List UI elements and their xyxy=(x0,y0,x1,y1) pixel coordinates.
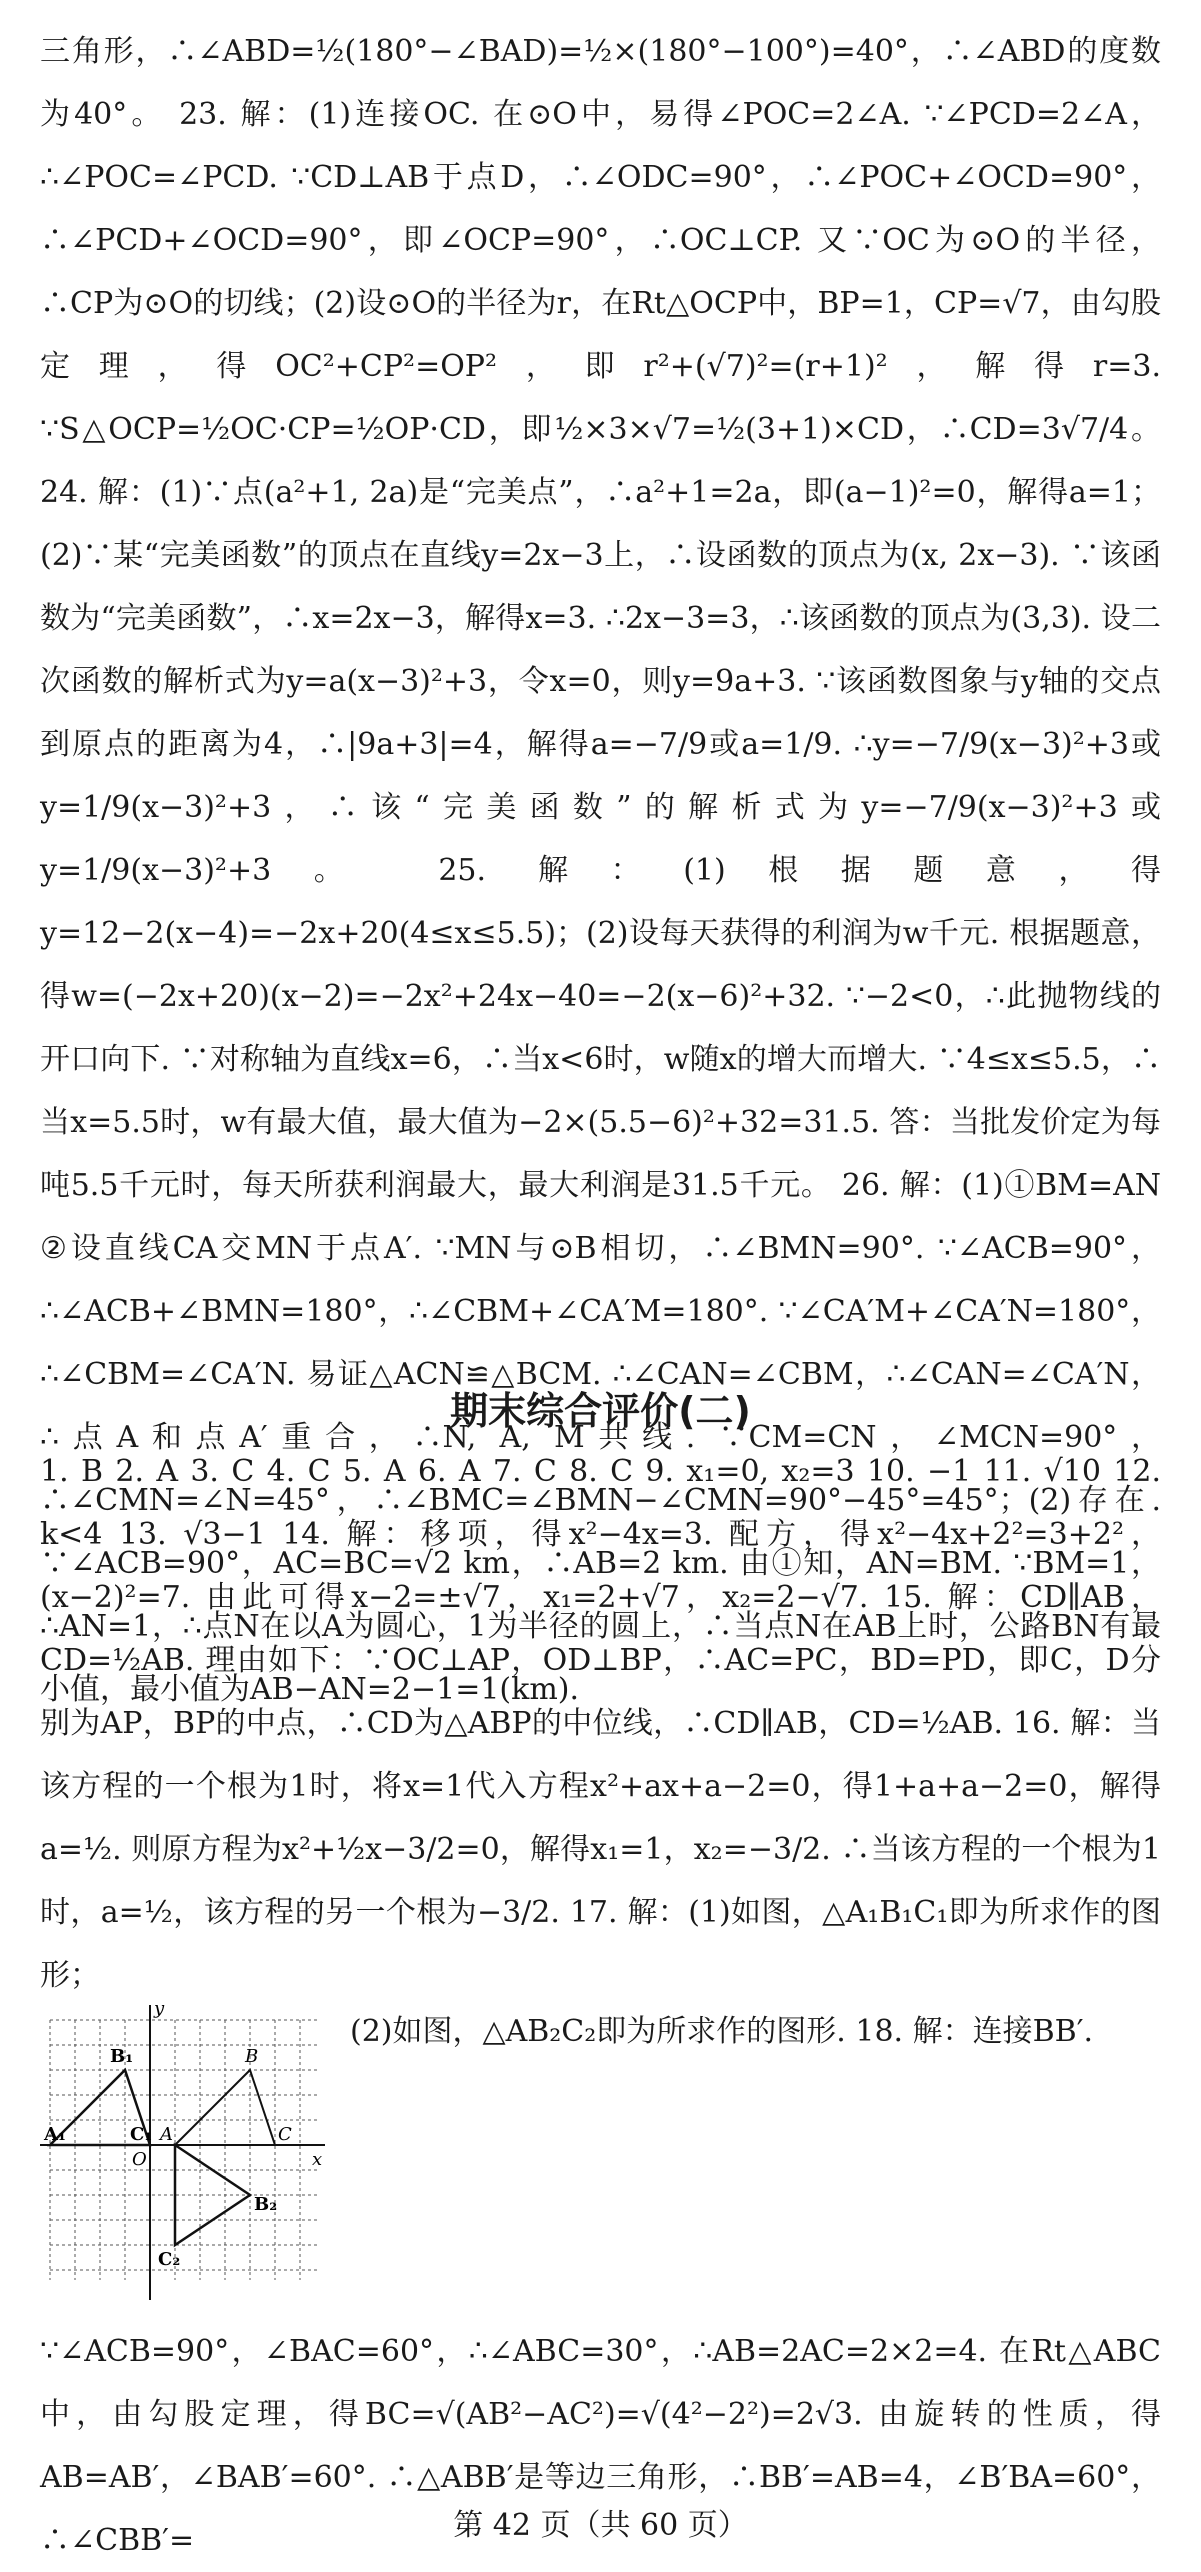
paragraph: 1. B 2. A 3. C 4. C 5. A 6. A 7. C 8. C 9. x₁=0, x₂=3 10. −1 11. √10 12. k<4 13. √3−1 14. 解：移项，得x²−4x=3. 配方，得x²−4x+2²=3+2²，(x−2)²=7. 由此可得x−2=±√7，x₁=2+√7，x₂=2−√7. 15. 解：CD∥AB，CD=½AB. 理由如下：∵OC⊥AP，OD⊥BP，∴AC=PC，BD=PD，即C，D分别为AP，BP的中点，∴CD为△ABP的中位线，∴CD∥AB，CD=½AB. 16. 解：当该方程的一个根为1时，将x=1代入方程x²+ax+a−2=0，得1+a+a−2=0，解得a=½. 则原方程为x²+½x−3/2=0，解得x₁=1，x₂=−3/2. ∴当该方程的一个根为1时，a=½，该方程的另一个根为−3/2. 17. 解：(1)如图，△A₁B₁C₁即为所求作的图形； xyxy=(40,1454,1161,1993)
label-a1: A₁ xyxy=(44,2124,66,2145)
grid-lines xyxy=(50,2020,323,2280)
coordinate-grid-figure xyxy=(40,2000,330,2300)
figure-side-text: (2)如图，△AB₂C₂即为所求作的图形. 18. 解：连接BB′. xyxy=(350,2014,1094,2049)
label-c2: C₂ xyxy=(158,2249,181,2270)
label-c: C xyxy=(278,2124,292,2145)
section-heading: 期末综合评价(二) xyxy=(450,1389,751,1433)
answer-block-middle xyxy=(40,1440,1161,2007)
y-label: y xyxy=(154,2000,165,2019)
x-label: x xyxy=(312,2149,323,2170)
label-c1: C₁ xyxy=(130,2124,153,2145)
paragraph: 三角形，∴∠ABD=½(180°−∠BAD)=½×(180°−100°)=40°，∴∠ABD的度数为40°。 23. 解：(1)连接OC. 在⊙O中，易得∠POC=2∠A. ∵∠PCD=2∠A，∴∠POC=∠PCD. ∵CD⊥AB于点D，∴∠ODC=90°，∴∠POC+∠OCD=90°，∴∠PCD+∠OCD=90°，即∠OCP=90°，∴OC⊥CP. 又∵OC为⊙O的半径，∴CP为⊙O的切线；(2)设⊙O的半径为r，在Rt△OCP中，BP=1，CP=√7，由勾股定理，得OC²+CP²=OP²，即r²+(√7)²=(r+1)²，解得r=3. ∵S△OCP=½OC·CP=½OP·CD，即½×3×√7=½(3+1)×CD，∴CD=3√7/4。 24. 解：(1)∵点(a²+1, 2a)是“完美点”，∴a²+1=2a，即(a−1)²=0，解得a=1；(2)∵某“完美函数”的顶点在直线y=2x−3上，∴设函数的顶点为(x, 2x−3). ∵该函数为“完美函数”，∴x=2x−3，解得x=3. ∴2x−3=3，∴该函数的顶点为(3,3). 设二次函数的解析式为y=a(x−3)²+3，令x=0，则y=9a+3. ∵该函数图象与y轴的交点到原点的距离为4，∴|9a+3|=4，解得a=−7/9或a=1/9. ∴y=−7/9(x−3)²+3或y=1/9(x−3)²+3，∴该“完美函数”的解析式为y=−7/9(x−3)²+3或y=1/9(x−3)²+3。 25. 解：(1)根据题意，得y=12−2(x−4)=−2x+20(4≤x≤5.5)；(2)设每天获得的利润为w千元. 根据题意，得w=(−2x+20)(x−2)=−2x²+24x−40=−2(x−6)²+32. ∵−2<0，∴此抛物线的开口向下. ∵对称轴为直线x=6，∴当x<6时，w随x的增大而增大. ∵4≤x≤5.5，∴当x=5.5时，w有最大值，最大值为−2×(5.5−6)²+32=31.5. 答：当批发价定为每吨5.5千元时，每天所获利润最大，最大利润是31.5千元。 26. 解：(1)①BM=AN ②设直线CA交MN于点A′. ∵MN与⊙B相切，∴∠BMN=90°. ∵∠ACB=90°，∴∠ACB+∠BMN=180°，∴∠CBM+∠CA′M=180°. ∵∠CA′M+∠CA′N=180°，∴∠CBM=∠CA′N. 易证△ACN≌△BCM. ∴∠CAN=∠CBM，∴∠CAN=∠CA′N，∴点A和点A′重合，∴N, A, M共线. ∵CM=CN，∠MCN=90°，∴∠CMN=∠N=45°，∴∠BMC=∠BMN−∠CMN=90°−45°=45°；(2)存在. ∵∠ACB=90°，AC=BC=√2 km，∴AB=2 km. 由①知，AN=BM. ∵BM=1，∴AN=1，∴点N在以A为圆心，1为半径的圆上，∴当点N在AB上时，公路BN有最小值，最小值为AB−AN=2−1=1(km). xyxy=(40,34,1161,1707)
label-a: A xyxy=(160,2124,173,2145)
label-b: B xyxy=(245,2046,259,2067)
label-b2: B₂ xyxy=(254,2194,278,2215)
paragraph: ∵∠ACB=90°，∠BAC=60°，∴∠ABC=30°，∴AB=2AC=2×2=4. 在Rt△ABC中，由勾股定理，得BC=√(AB²−AC²)=√(4²−2²)=2√3. 由旋转的性质，得AB=AB′，∠BAB′=60°. ∴△ABB′是等边三角形，∴BB′=AB=4，∠B′BA=60°，∴∠CBB′= xyxy=(40,2334,1161,2558)
page-footer: 第 42 页（共 60 页） xyxy=(453,2508,748,2543)
label-b1: B₁ xyxy=(110,2046,134,2067)
origin-label: O xyxy=(132,2149,147,2170)
